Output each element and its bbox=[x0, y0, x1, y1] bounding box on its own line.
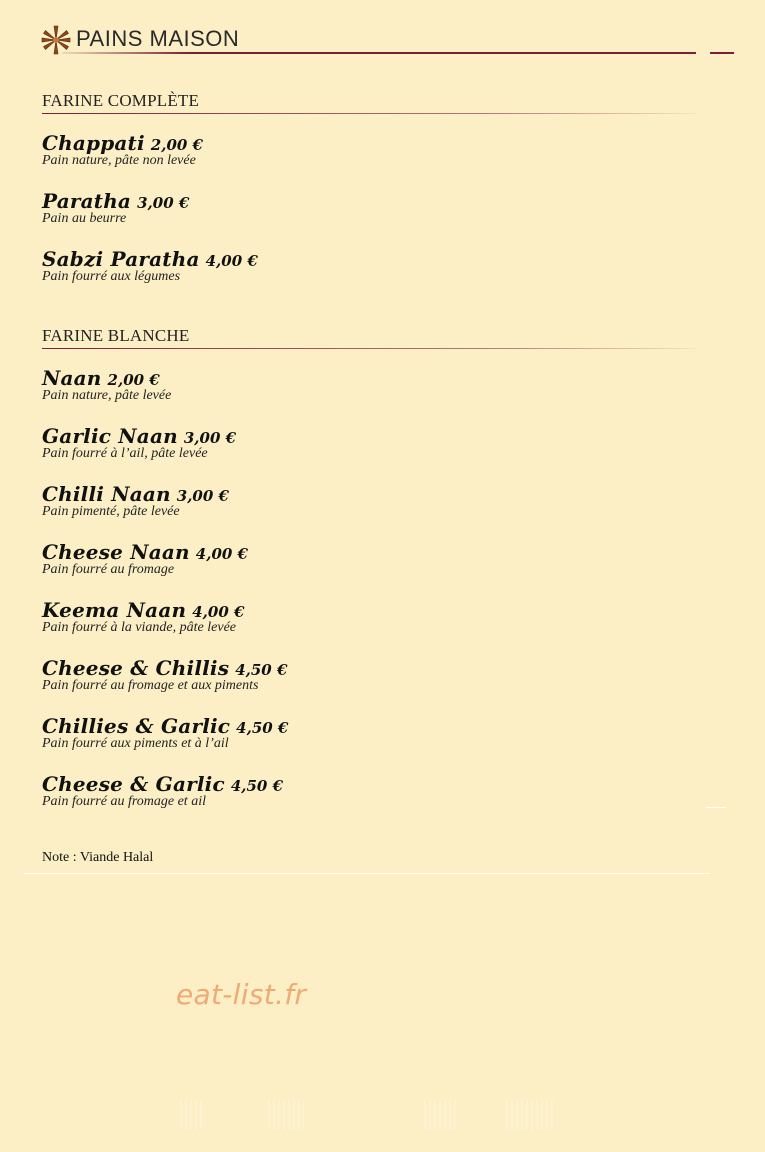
item-description: Pain fourré au fromage et aux piments bbox=[42, 678, 259, 693]
menu-item bbox=[42, 247, 702, 285]
section-title: FARINE COMPLÈTE bbox=[42, 91, 200, 110]
item-price: 4,50 € bbox=[230, 777, 284, 795]
menu-item bbox=[42, 189, 702, 227]
page-title: PAINS MAISON bbox=[76, 26, 240, 51]
menu-item bbox=[42, 424, 702, 462]
item-price: 4,00 € bbox=[195, 545, 248, 563]
header-divider bbox=[62, 52, 696, 54]
item-price: 4,00 € bbox=[205, 252, 258, 270]
item-description: Pain fourré au fromage et ail bbox=[42, 794, 206, 809]
faded-artifact bbox=[424, 1100, 456, 1130]
menu-item bbox=[42, 598, 702, 636]
item-description: Pain fourré au fromage bbox=[42, 562, 175, 577]
item-price: 4,50 € bbox=[235, 661, 288, 679]
item-price: 4,50 € bbox=[236, 719, 289, 737]
item-name: Paratha bbox=[42, 189, 132, 213]
section-farine-blanche bbox=[42, 326, 702, 349]
item-price: 2,00 € bbox=[150, 136, 203, 154]
item-name: Naan bbox=[42, 366, 102, 390]
item-name: Garlic Naan bbox=[42, 424, 178, 448]
section-farine-complete bbox=[42, 91, 702, 114]
item-name: Sabzi Paratha bbox=[42, 247, 200, 271]
menu-item bbox=[42, 540, 702, 578]
faded-artifact bbox=[268, 1100, 304, 1130]
item-name: Cheese & Chillis bbox=[42, 656, 230, 680]
item-name: Chilli Naan bbox=[42, 482, 171, 506]
watermark: eat-list.fr bbox=[176, 978, 307, 1011]
menu-item bbox=[42, 772, 702, 810]
faded-artifact bbox=[506, 1100, 554, 1130]
menu-item bbox=[42, 656, 702, 694]
item-description: Pain fourré aux piments et à l’ail bbox=[42, 736, 229, 751]
item-description: Pain pimenté, pâte levée bbox=[42, 504, 180, 519]
page-header bbox=[40, 22, 740, 58]
item-name: Keema Naan bbox=[42, 598, 187, 622]
footer-divider bbox=[24, 873, 710, 874]
item-name: Chillies & Garlic bbox=[42, 714, 231, 738]
item-price: 3,00 € bbox=[176, 487, 229, 505]
item-description: Pain au beurre bbox=[42, 211, 127, 226]
faded-artifact bbox=[180, 1100, 202, 1130]
menu-item bbox=[42, 714, 702, 752]
item-description: Pain fourré aux légumes bbox=[42, 269, 181, 284]
item-description: Pain fourré à la viande, pâte levée bbox=[42, 620, 236, 635]
item-price: 3,00 € bbox=[137, 194, 190, 212]
item-price: 2,00 € bbox=[107, 371, 160, 389]
item-name: Cheese & Garlic bbox=[42, 772, 225, 796]
section-title: FARINE BLANCHE bbox=[42, 326, 190, 345]
item-price: 3,00 € bbox=[183, 429, 237, 447]
halal-note: Note : Viande Halal bbox=[42, 850, 154, 865]
section-divider bbox=[42, 113, 697, 114]
menu-item bbox=[42, 131, 702, 169]
item-description: Pain nature, pâte levée bbox=[42, 388, 172, 403]
menu-item bbox=[42, 482, 702, 520]
menu-item bbox=[42, 366, 702, 404]
section-divider bbox=[42, 348, 697, 349]
item-description: Pain nature, pâte non levée bbox=[42, 153, 196, 168]
item-description: Pain fourré à l’ail, pâte levée bbox=[42, 446, 208, 461]
decorative-mark bbox=[706, 807, 726, 808]
item-price: 4,00 € bbox=[192, 603, 245, 621]
item-name: Cheese Naan bbox=[42, 540, 190, 564]
header-divider-end bbox=[710, 52, 734, 54]
item-name: Chappati bbox=[42, 131, 145, 155]
